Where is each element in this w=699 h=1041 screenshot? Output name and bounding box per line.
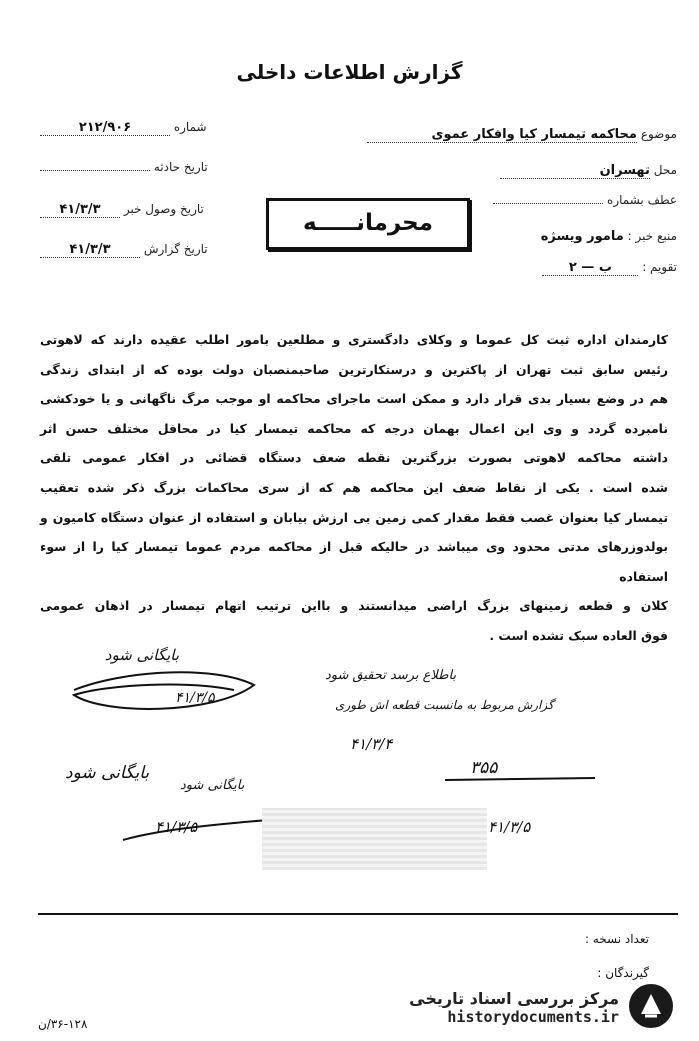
rating-row [542,260,677,276]
place-row [500,163,677,179]
ref-value [493,203,603,204]
receipt-date-value: ۴۱/۳/۳ [40,202,120,218]
report-date-row [40,242,208,258]
number-value: ۲۱۲/۹۰۶ [40,120,170,136]
body-line: فوق العاده سبک تشده است . [489,627,668,643]
source-value: مامور ویسژه [540,229,624,244]
handwritten-date-right: ۴۱/۳/۵ [488,818,531,836]
handwritten-note-mid-2: گزارش مربوط به مانسبت قطعه اش طوری [335,698,554,712]
place-value: تهسران [500,163,650,179]
body-line: تیمسار کیا بعنوان غصب فقط مقدار کمی زمین بی ارزش بیابان و استفاده از عنوان دستگاه کامیون و [40,509,668,525]
recipients-label: گیرندگان : [597,966,649,980]
handwritten-note-mid-1: باطلاع برسد تحقیق شود [325,668,457,683]
body-line: کارمندان اداره ثبت کل عموما و وکلای دادگستری و مطلعین بامور اطلب عقیده دارند که لاهوتی [40,332,668,347]
body-line: بولدوزرهای مدتی محدود وی میباشد در حالیکه قبل از محاکمه مردم عموما تیمسار کیا را از سوء استفاده [40,539,668,584]
number-label: شماره [173,120,207,134]
redacted-area [262,808,487,870]
source-row [541,229,677,244]
archive-logo-icon [629,984,673,1028]
handwritten-note-left: بایگانی شود [65,763,150,783]
watermark-text [409,989,619,1026]
form-code: ۳۶-۱۲۸/ن [38,1017,88,1031]
handwritten-line-right [440,770,600,790]
rating-label: تقویم : [642,260,677,274]
report-body [40,325,668,651]
incident-date-value [40,170,150,171]
watermark-line1: مرکز بررسی اسناد تاریخی [409,989,619,1008]
body-line: داشته محاکمه لاهوتی بصورت بزرگترین نقطه ضعف دستگاه قضائی در افکار عمومی تلقی [40,450,668,466]
handwritten-note-left-2: بایگانی شود [180,778,245,793]
body-line: شده است . یکی از نقاط ضعف این محاکمه هم که از سری محاکمات بزرگ ذکر شده تعقیب [40,479,668,495]
handwritten-date-mid: ۴۱/۳/۴ [350,735,393,753]
ref-row [493,193,677,207]
signature-scribble-2 [118,805,278,855]
subject-value: محاکمه تیمسار کیا وافکار عموی [367,127,637,143]
body-line: کلان و قطعه زمینهای بزرگ اراضی میدانستند و بااین ترتیب اتهام تیمسار در اذهان عمومی [40,598,668,614]
body-line: نامبرده گردد و وی این اعمال بهمان درجه که محاکمه تیمسار کیا در محافل مختلف حسن اثر [40,420,668,436]
handwritten-number-right: ۳۵۵ [470,758,498,778]
number-row [40,120,207,136]
signature-scribble-1 [64,660,264,720]
divider [38,913,678,915]
receipt-date-row [40,202,204,218]
receipt-date-label: تاریخ وصول خبر [123,202,204,216]
incident-date-row [40,160,208,174]
ref-label: عطف بشماره [607,193,677,207]
watermark-line2: historydocuments.ir [447,1008,619,1026]
place-label: محل [653,163,677,177]
report-date-value: ۴۱/۳/۳ [40,242,140,258]
handwritten-date-left: ۴۱/۳/۵ [155,818,198,836]
confidential-stamp: محرمانـــــه [266,198,470,250]
source-label: منبع خبر : [627,229,677,243]
body-line: هم در وضع بسیار بدی قرار دارد و ممکن است ماجرای محاکمه او موجب مرگ ناگهانی و یا خودکشی [40,391,668,407]
handwritten-note-top: بایگانی شود [104,646,179,664]
copies-label: تعداد نسخه : [584,932,649,946]
body-line: رئیس سابق ثبت تهران از پاکترین و درستکارترین صاحبمنصبان دولت بوده که از ابتدای زندگی [40,361,668,377]
report-date-label: تاریخ گزارش [143,242,208,256]
subject-row [367,127,677,143]
document-title: گزارش اطلاعات داخلی [236,60,463,84]
incident-date-label: تاریخ حادثه [153,160,208,174]
subject-label: موضوع [640,127,677,141]
rating-value: ب — ۲ [542,260,638,276]
handwritten-date-top: ۴۱/۳/۵ [175,690,215,706]
